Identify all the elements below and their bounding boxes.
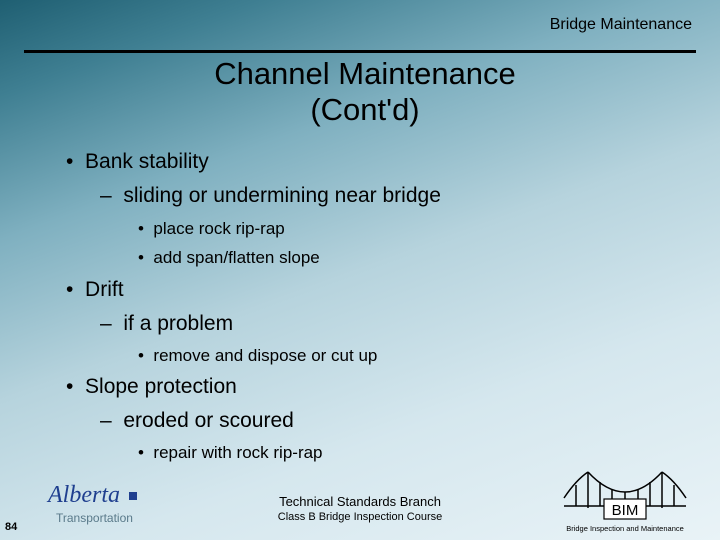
sub-bullet-sliding: – sliding or undermining near bridge bbox=[100, 184, 441, 207]
sub-bullet-eroded: – eroded or scoured bbox=[100, 409, 294, 432]
footer-course: Class B Bridge Inspection Course bbox=[277, 511, 443, 523]
logo-mark-icon bbox=[129, 492, 137, 500]
bim-label: BIM bbox=[611, 502, 639, 519]
footer-branch: Technical Standards Branch bbox=[279, 494, 441, 509]
item-add-span: • add span/flatten slope bbox=[138, 248, 320, 267]
header-label: Bridge Maintenance bbox=[549, 16, 692, 33]
title-line-2: (Cont'd) bbox=[310, 92, 420, 127]
sub-bullet-if-problem: – if a problem bbox=[100, 312, 234, 335]
logo-subtitle: Transportation bbox=[56, 511, 133, 525]
bim-logo bbox=[560, 468, 690, 538]
item-remove-dispose: • remove and dispose or cut up bbox=[138, 346, 378, 365]
bullet-slope-protection: • Slope protection bbox=[66, 375, 237, 398]
header-divider bbox=[24, 50, 696, 53]
bullet-bank-stability: • Bank stability bbox=[66, 150, 209, 173]
bim-caption: Bridge Inspection and Maintenance bbox=[566, 524, 684, 533]
bullet-drift: • Drift bbox=[66, 278, 124, 301]
page-number: 84 bbox=[5, 521, 18, 533]
logo-name: Alberta bbox=[48, 482, 120, 508]
slide-title bbox=[0, 56, 720, 128]
item-repair-riprap: • repair with rock rip-rap bbox=[138, 443, 323, 462]
item-place-rock-riprap: • place rock rip-rap bbox=[138, 219, 285, 238]
alberta-logo bbox=[40, 476, 150, 528]
title-line-1: Channel Maintenance bbox=[214, 56, 516, 91]
